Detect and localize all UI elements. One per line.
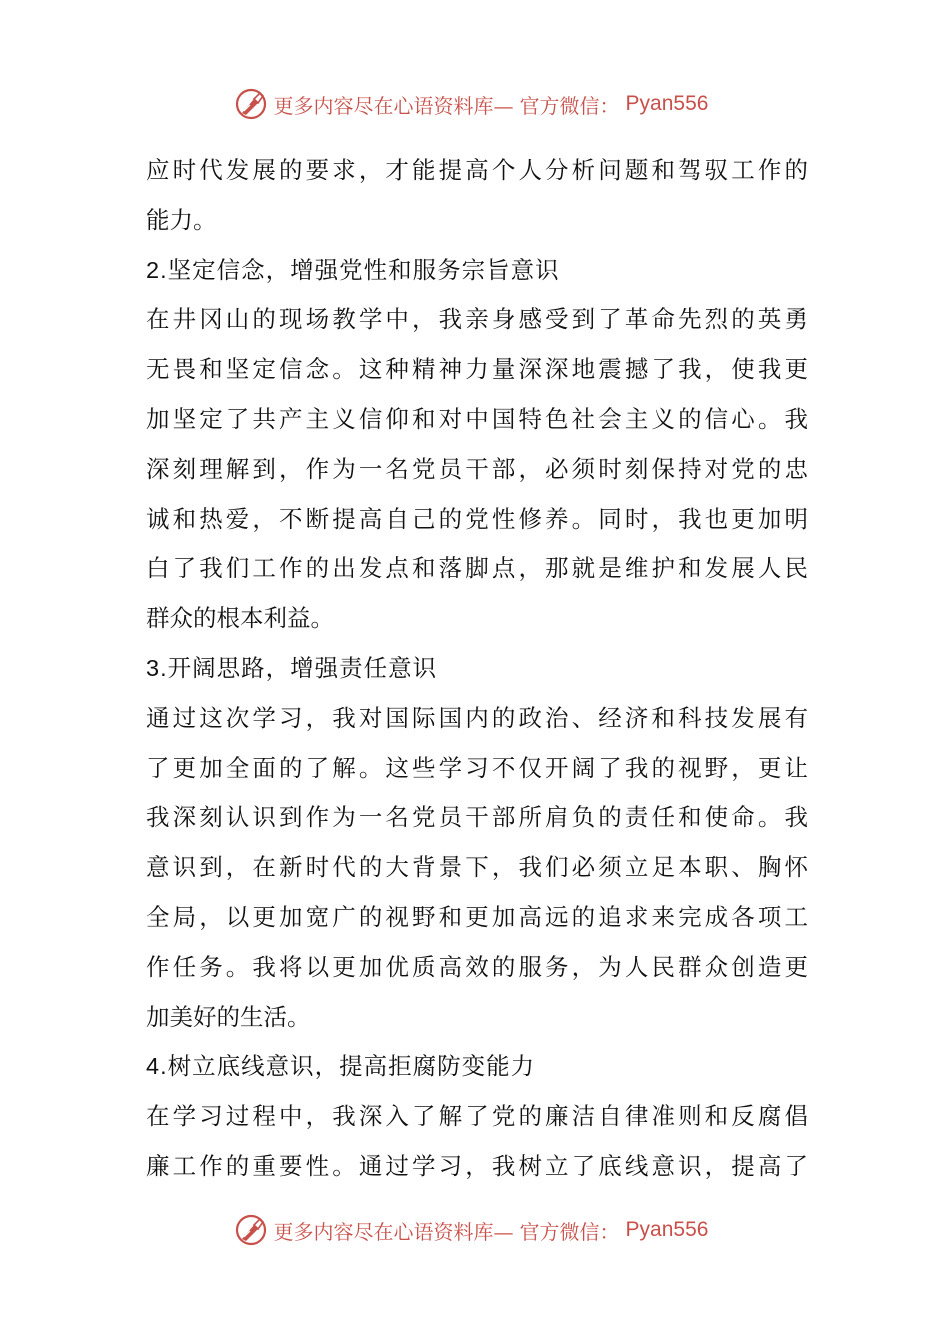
paragraph-line: 廉工作的重要性。通过学习，我树立了底线意识，提高了 — [146, 1151, 808, 1180]
banner-contact-id: Pyan556 — [625, 92, 709, 115]
section-heading — [146, 1042, 808, 1092]
paragraph-line: 群众的根本利益。 — [146, 604, 334, 633]
paragraph-line: 全局，以更加宽广的视野和更加高远的追求来完成各项工 — [146, 902, 808, 931]
paragraph-line: 能力。 — [146, 205, 217, 234]
header-banner — [0, 84, 950, 124]
paragraph-line: 深刻理解到，作为一名党员干部，必须时刻保持对党的忠 — [146, 454, 808, 483]
section-heading — [146, 246, 808, 296]
footer-banner — [0, 1210, 950, 1250]
paragraph-line: 了更加全面的了解。这些学习不仅开阔了我的视野，更让 — [146, 753, 808, 782]
paragraph-line: 作任务。我将以更加优质高效的服务，为人民群众创造更 — [146, 952, 808, 981]
paragraph-line: 应时代发展的要求，才能提高个人分析问题和驾驭工作的 — [146, 156, 808, 184]
paragraph-line: 在学习过程中，我深入了解了党的廉洁自律准则和反腐倡 — [146, 1102, 808, 1131]
paragraph-line: 通过这次学习，我对国际国内的政治、经济和科技发展有 — [146, 703, 808, 732]
heading-number: 2. — [146, 256, 168, 283]
banner-contact-label: 官方微信： — [519, 93, 620, 118]
paragraph-line: 我深刻认识到作为一名党员干部所肩负的责任和使命。我 — [146, 803, 808, 832]
paragraph-line: 意识到，在新时代的大背景下，我们必须立足本职、胸怀 — [146, 853, 808, 882]
pen-nib-logo-icon — [234, 87, 268, 121]
banner-contact-id: Pyan556 — [625, 1218, 709, 1241]
banner-title: 更多内容尽在心语资料库— — [273, 1219, 514, 1244]
heading-text: 开阔思路，增强责任意识 — [167, 653, 438, 682]
paragraph-line: 无畏和坚定信念。这种精神力量深深地震撼了我，使我更 — [146, 355, 808, 384]
pen-nib-logo-icon — [234, 1213, 268, 1247]
banner-contact-label: 官方微信： — [519, 1219, 620, 1244]
heading-number: 4. — [146, 1053, 168, 1080]
heading-text: 树立底线意识，提高拒腐防变能力 — [167, 1052, 536, 1081]
paragraph-line: 在井冈山的现场教学中，我亲身感受到了革命先烈的英勇 — [146, 305, 808, 334]
paragraph-line: 白了我们工作的出发点和落脚点，那就是维护和发展人民 — [146, 554, 808, 583]
heading-text: 坚定信念，增强党性和服务宗旨意识 — [167, 255, 560, 284]
heading-number: 3. — [146, 654, 168, 681]
paragraph-line: 加坚定了共产主义信仰和对中国特色社会主义的信心。我 — [146, 404, 808, 433]
document-body — [146, 146, 808, 1192]
section-heading — [146, 644, 808, 694]
paragraph-line: 加美好的生活。 — [146, 1002, 311, 1031]
paragraph-line: 诚和热爱，不断提高自己的党性修养。同时，我也更加明 — [146, 504, 808, 533]
banner-title: 更多内容尽在心语资料库— — [273, 93, 514, 118]
